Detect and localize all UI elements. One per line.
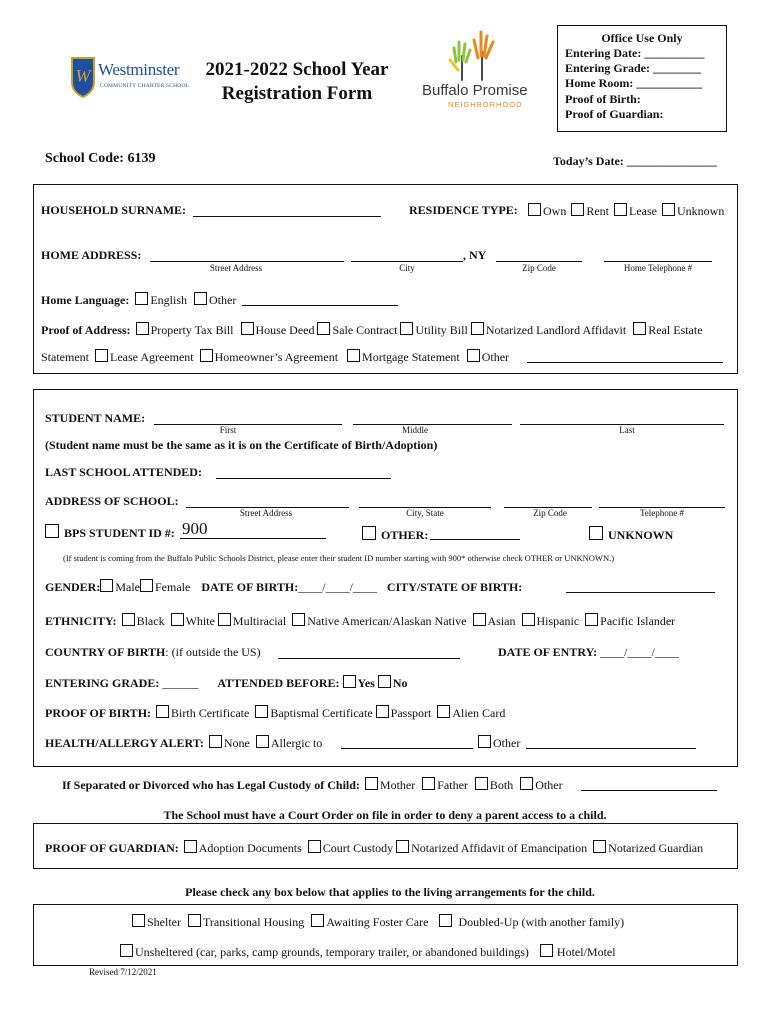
city-state-of-birth-input[interactable] xyxy=(566,579,715,593)
custody-both-checkbox[interactable] xyxy=(475,777,488,790)
proof-utility-bill-checkbox[interactable] xyxy=(400,322,413,335)
living-transitional-checkbox[interactable] xyxy=(188,914,201,927)
street-address-caption: Street Address xyxy=(209,263,263,273)
language-other-input[interactable] xyxy=(242,292,398,306)
custody-row xyxy=(62,777,563,793)
buffalo-promise-name: Buffalo Promise xyxy=(422,82,528,99)
proof-of-birth-row xyxy=(45,705,505,721)
home-language-label: Home Language: xyxy=(41,293,130,307)
office-entering-grade: Entering Grade: ________ xyxy=(565,61,701,75)
health-other-row xyxy=(478,735,520,751)
city-caption: City xyxy=(399,263,415,273)
proof-of-birth-label: PROOF OF BIRTH: xyxy=(45,706,152,720)
zip-caption: Zip Code xyxy=(522,263,556,273)
baptismal-certificate-label: Baptismal Certificate xyxy=(270,706,373,720)
gender-label: GENDER: xyxy=(45,580,101,594)
school-city-state-input[interactable] xyxy=(359,494,491,508)
language-english-checkbox[interactable] xyxy=(135,292,148,305)
office-proof-of-guardian: Proof of Guardian: xyxy=(565,107,664,121)
date-of-birth-input[interactable]: ____/____/____ xyxy=(298,580,377,594)
residence-unknown-checkbox[interactable] xyxy=(662,203,675,216)
home-city-input[interactable] xyxy=(351,248,463,262)
proof-of-address-row-2 xyxy=(41,349,509,365)
student-first-name-input[interactable] xyxy=(154,411,342,425)
ethnicity-label: ETHNICITY: xyxy=(45,614,117,628)
living-row-1 xyxy=(132,914,624,930)
proof-of-address-row xyxy=(41,322,703,338)
school-address-label: ADDRESS OF SCHOOL: xyxy=(45,494,179,508)
guardian-notarized-label: Notarized Guardian xyxy=(608,841,704,855)
first-name-caption: First xyxy=(219,425,237,435)
residence-own-label: Own xyxy=(543,204,567,218)
form-title-line2: Registration Form xyxy=(221,83,373,104)
westminster-name: Westminster xyxy=(98,60,180,79)
school-street-caption: Street Address xyxy=(239,508,293,518)
guardian-adoption-label: Adoption Documents xyxy=(198,841,302,855)
gender-male-label: Male xyxy=(115,580,140,594)
proof-of-address-label: Proof of Address: xyxy=(41,323,131,337)
residence-type-label: RESIDENCE TYPE: xyxy=(409,203,518,217)
city-state-of-birth-label: CITY/STATE OF BIRTH: xyxy=(386,580,523,594)
health-alert-row xyxy=(45,735,322,751)
health-other-input[interactable] xyxy=(526,735,696,749)
other-id-checkbox[interactable] xyxy=(362,526,376,540)
proof-other-input[interactable] xyxy=(527,349,723,363)
living-hotel-checkbox[interactable] xyxy=(540,944,553,957)
custody-father-checkbox[interactable] xyxy=(422,777,435,790)
residence-lease-checkbox[interactable] xyxy=(614,203,627,216)
proof-homeowner-agreement-label: Homeowner’s Agreement xyxy=(214,350,339,364)
unknown-id-label: UNKNOWN xyxy=(608,528,674,542)
ethnicity-asian-checkbox[interactable] xyxy=(473,613,486,626)
ethnicity-white-label: White xyxy=(185,614,215,628)
proof-lease-agreement-label: Lease Agreement xyxy=(110,350,194,364)
middle-name-caption: Middle xyxy=(402,425,428,435)
living-doubled-up-checkbox[interactable] xyxy=(439,914,452,927)
bps-id-checkbox[interactable] xyxy=(45,524,59,538)
gender-row xyxy=(45,579,522,595)
proof-statement-label: Statement xyxy=(41,350,89,364)
attended-yes-checkbox[interactable] xyxy=(343,675,356,688)
alien-card-label: Alien Card xyxy=(452,706,506,720)
health-none-checkbox[interactable] xyxy=(209,735,222,748)
attended-yes-label: Yes xyxy=(357,676,375,690)
proof-mortgage-statement-label: Mortgage Statement xyxy=(362,350,460,364)
gender-female-label: Female xyxy=(155,580,191,594)
last-school-label: LAST SCHOOL ATTENDED: xyxy=(45,465,202,479)
birth-certificate-checkbox[interactable] xyxy=(156,705,169,718)
baptismal-certificate-checkbox[interactable] xyxy=(255,705,268,718)
health-allergic-input[interactable] xyxy=(341,735,473,749)
country-of-birth-row xyxy=(45,645,261,660)
proof-house-deed-checkbox[interactable] xyxy=(241,322,254,335)
residence-options xyxy=(528,203,724,219)
health-allergic-checkbox[interactable] xyxy=(256,735,269,748)
proof-real-estate-label: Real Estate xyxy=(648,323,703,337)
custody-label: If Separated or Divorced who has Legal Custody of Child: xyxy=(62,778,360,792)
court-order-note: The School must have a Court Order on file in order to deny a parent access to a child. xyxy=(163,808,607,822)
ethnicity-white-checkbox[interactable] xyxy=(171,613,184,626)
bps-id-label: BPS STUDENT ID #: xyxy=(64,526,175,540)
student-name-label: STUDENT NAME: xyxy=(45,411,146,425)
attended-before-label: ATTENDED BEFORE: xyxy=(217,676,340,690)
student-middle-name-input[interactable] xyxy=(353,411,512,425)
school-zip-input[interactable] xyxy=(504,494,592,508)
proof-landlord-affidavit-checkbox[interactable] xyxy=(471,322,484,335)
birth-certificate-label: Birth Certificate xyxy=(171,706,250,720)
buffalo-promise-logo xyxy=(420,26,528,112)
bps-id-note: (If student is coming from the Buffalo Public Schools District, please enter their student ID number starting with 900* otherwise check OTHER or UNKNOWN.) xyxy=(63,553,615,563)
form-title-line1: 2021-2022 School Year xyxy=(205,59,389,80)
last-name-caption: Last xyxy=(619,425,635,435)
living-transitional-label: Transitional Housing xyxy=(203,915,305,929)
student-last-name-input[interactable] xyxy=(520,411,724,425)
hands-tree-icon xyxy=(440,26,504,82)
proof-other-checkbox[interactable] xyxy=(467,349,480,362)
buffalo-promise-subtitle: NEIGHBORHOOD xyxy=(448,100,523,109)
proof-lease-agreement-checkbox[interactable] xyxy=(95,349,108,362)
todays-date-field[interactable]: Today’s Date: _______________ xyxy=(553,154,717,168)
proof-sale-contract-label: Sale Contract xyxy=(332,323,398,337)
bps-id-prefix-value: 900 xyxy=(182,519,208,538)
living-doubled-up-label: Doubled-Up (with another family) xyxy=(458,915,625,929)
custody-other-label: Other xyxy=(535,778,563,792)
bps-id-row xyxy=(45,524,175,541)
household-surname-label: HOUSEHOLD SURNAME: xyxy=(41,203,187,217)
home-telephone-input[interactable] xyxy=(604,248,712,262)
student-name-note: (Student name must be the same as it is on the Certificate of Birth/Adoption) xyxy=(45,438,438,452)
ethnicity-asian-label: Asian xyxy=(487,614,516,628)
last-school-input[interactable] xyxy=(216,465,391,479)
custody-mother-checkbox[interactable] xyxy=(365,777,378,790)
living-unsheltered-label: Unsheltered (car, parks, camp grounds, temporary trailer, or abandoned buildings) xyxy=(135,945,529,959)
school-city-state-caption: City, State xyxy=(406,508,444,518)
guardian-emancipation-label: Notarized Affidavit of Emancipation xyxy=(411,841,588,855)
ethnicity-multiracial-label: Multiracial xyxy=(232,614,287,628)
custody-mother-label: Mother xyxy=(379,778,416,792)
country-of-birth-label: COUNTRY OF BIRTH xyxy=(45,645,166,659)
entering-grade-label: ENTERING GRADE: xyxy=(45,676,160,690)
date-of-entry-input[interactable]: ____/____/____ xyxy=(600,645,679,659)
other-id-row xyxy=(362,526,428,543)
health-alert-label: HEALTH/ALLERGY ALERT: xyxy=(45,736,204,750)
school-zip-caption: Zip Code xyxy=(533,508,567,518)
proof-landlord-affidavit-label: Notarized Landlord Affidavit xyxy=(485,323,627,337)
svg-text:W: W xyxy=(75,66,91,86)
guardian-court-custody-checkbox[interactable] xyxy=(308,840,321,853)
ethnicity-hispanic-label: Hispanic xyxy=(536,614,580,628)
country-of-birth-hint: : (if outside the US) xyxy=(165,645,261,659)
ethnicity-pacific-islander-label: Pacific Islander xyxy=(600,614,676,628)
proof-of-guardian-row xyxy=(45,840,703,856)
living-foster-label: Awaiting Foster Care xyxy=(326,915,429,929)
school-street-input[interactable] xyxy=(186,494,349,508)
residence-rent-checkbox[interactable] xyxy=(571,203,584,216)
proof-other-label: Other xyxy=(481,350,510,364)
proof-utility-bill-label: Utility Bill xyxy=(415,323,468,337)
living-unsheltered-checkbox[interactable] xyxy=(120,944,133,957)
office-entering-date: Entering Date: __________ xyxy=(565,46,705,60)
unknown-id-checkbox[interactable] xyxy=(589,526,603,540)
ethnicity-black-checkbox[interactable] xyxy=(122,613,135,626)
date-of-entry-label: DATE OF ENTRY: xyxy=(498,645,598,659)
language-other-label: Other xyxy=(209,293,237,307)
alien-card-checkbox[interactable] xyxy=(437,705,450,718)
proof-of-guardian-label: PROOF OF GUARDIAN: xyxy=(45,841,179,855)
passport-checkbox[interactable] xyxy=(376,705,389,718)
guardian-notarized-checkbox[interactable] xyxy=(593,840,606,853)
westminster-shield-icon xyxy=(70,56,96,98)
ethnicity-native-american-checkbox[interactable] xyxy=(292,613,305,626)
home-telephone-caption: Home Telephone # xyxy=(623,263,693,273)
other-id-label: OTHER: xyxy=(381,528,429,542)
unknown-id-row xyxy=(589,526,673,543)
custody-both-label: Both xyxy=(489,778,514,792)
date-of-birth-label: DATE OF BIRTH: xyxy=(201,580,299,594)
living-arrangements-heading: Please check any box below that applies to the living arrangements for the child. xyxy=(185,885,595,899)
gender-male-checkbox[interactable] xyxy=(100,579,113,592)
guardian-court-custody-label: Court Custody xyxy=(322,841,394,855)
ethnicity-native-american-label: Native American/Alaskan Native xyxy=(307,614,467,628)
attended-no-label: No xyxy=(392,676,408,690)
residence-rent-label: Rent xyxy=(586,204,610,218)
guardian-adoption-checkbox[interactable] xyxy=(184,840,197,853)
entering-grade-row xyxy=(45,675,408,691)
passport-label: Passport xyxy=(390,706,432,720)
office-proof-of-birth: Proof of Birth: xyxy=(565,92,641,106)
westminster-subtitle: COMMUNITY CHARTER SCHOOL xyxy=(100,83,190,89)
entering-grade-input[interactable]: ______ xyxy=(162,676,199,690)
home-address-label: HOME ADDRESS: xyxy=(41,248,142,262)
living-row-2 xyxy=(120,944,616,960)
gender-female-checkbox[interactable] xyxy=(140,579,153,592)
proof-mortgage-statement-checkbox[interactable] xyxy=(347,349,360,362)
proof-property-tax-label: Property Tax Bill xyxy=(150,323,234,337)
ny-label: , NY xyxy=(463,248,487,262)
ethnicity-hispanic-checkbox[interactable] xyxy=(522,613,535,626)
school-telephone-input[interactable] xyxy=(599,494,725,508)
health-allergic-label: Allergic to xyxy=(270,736,323,750)
country-of-birth-input[interactable] xyxy=(278,645,460,659)
ethnicity-pacific-islander-checkbox[interactable] xyxy=(585,613,598,626)
guardian-emancipation-checkbox[interactable] xyxy=(396,840,409,853)
residence-unknown-label: Unknown xyxy=(677,204,725,218)
living-shelter-label: Shelter xyxy=(147,915,181,929)
proof-sale-contract-checkbox[interactable] xyxy=(317,322,330,335)
custody-other-input[interactable] xyxy=(581,777,717,791)
proof-homeowner-agreement-checkbox[interactable] xyxy=(200,349,213,362)
school-code: School Code: 6139 xyxy=(45,151,156,166)
home-language-row xyxy=(41,292,236,308)
school-telephone-caption: Telephone # xyxy=(639,508,685,518)
health-none-label: None xyxy=(223,736,250,750)
custody-other-checkbox[interactable] xyxy=(520,777,533,790)
language-other-checkbox[interactable] xyxy=(194,292,207,305)
attended-no-checkbox[interactable] xyxy=(378,675,391,688)
office-home-room: Home Room: ___________ xyxy=(565,76,703,90)
other-id-input[interactable] xyxy=(430,526,520,540)
ethnicity-black-label: Black xyxy=(136,614,165,628)
proof-real-estate-checkbox[interactable] xyxy=(633,322,646,335)
health-other-label: Other xyxy=(493,736,521,750)
residence-lease-label: Lease xyxy=(629,204,657,218)
home-zip-input[interactable] xyxy=(496,248,582,262)
proof-house-deed-label: House Deed xyxy=(255,323,315,337)
westminster-logo xyxy=(70,56,190,100)
living-hotel-label: Hotel/Motel xyxy=(556,945,616,959)
health-other-checkbox[interactable] xyxy=(478,735,491,748)
office-use-box xyxy=(557,25,727,132)
language-english-label: English xyxy=(150,293,188,307)
office-use-heading: Office Use Only xyxy=(601,31,683,45)
custody-father-label: Father xyxy=(437,778,468,792)
ethnicity-row xyxy=(45,613,675,629)
household-surname-input[interactable] xyxy=(193,203,381,217)
living-foster-checkbox[interactable] xyxy=(311,914,324,927)
revised-date: Revised 7/12/2021 xyxy=(89,967,157,977)
proof-property-tax-checkbox[interactable] xyxy=(136,322,149,335)
home-street-input[interactable] xyxy=(150,248,344,262)
living-shelter-checkbox[interactable] xyxy=(132,914,145,927)
residence-own-checkbox[interactable] xyxy=(528,203,541,216)
ethnicity-multiracial-checkbox[interactable] xyxy=(218,613,231,626)
date-of-entry-row xyxy=(498,645,679,660)
